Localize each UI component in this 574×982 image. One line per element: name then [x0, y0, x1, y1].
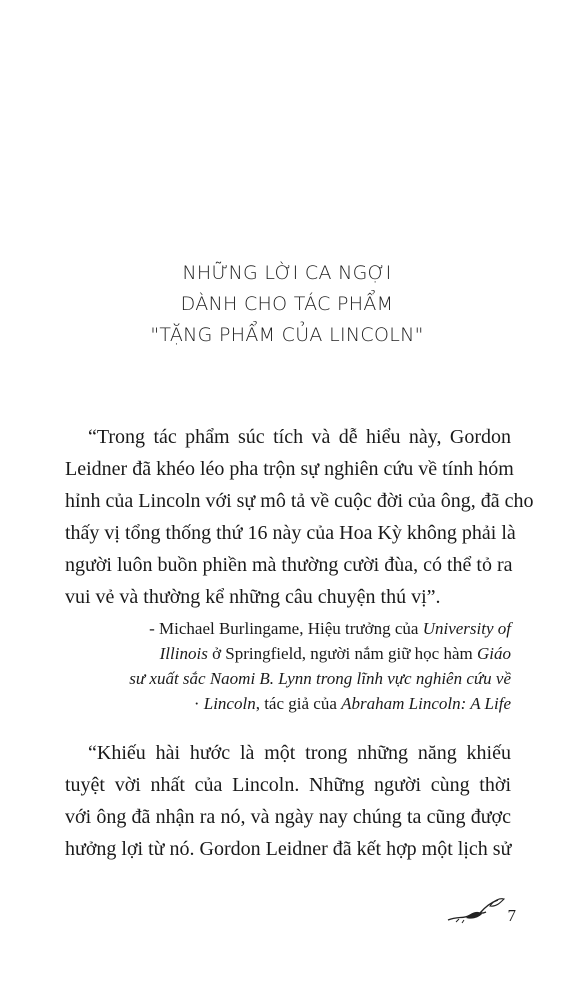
heading-line: NHỮNG LỜI CA NGỢI [182, 262, 392, 284]
quote-line: với ông đã nhận ra nó, và ngày nay chúng ta cũng được [65, 806, 511, 828]
quote-line: Leidner đã khéo léo pha trộn sự nghiên cứu về tính hóm [65, 458, 514, 480]
section-heading [0, 258, 574, 351]
quill-ornament-icon [446, 896, 506, 926]
quote-line: tuyệt vời nhất của Lincoln. Những người cùng thời [65, 774, 511, 796]
heading-line: DÀNH CHO TÁC PHẨM [180, 293, 394, 315]
page-number: 7 [507, 906, 516, 925]
attribution-line: - Michael Burlingame, Hiệu trưởng của University of [149, 619, 511, 638]
quote-line: hỉnh của Lincoln với sự mô tả về cuộc đời của ông, đã cho [65, 490, 534, 512]
attribution-line: · Lincoln, tác giả của Abraham Lincoln: A Life [193, 694, 511, 713]
quote-line: người luôn buồn phiền mà thường cười đùa, có thể tỏ ra [65, 554, 513, 576]
page-footer [446, 896, 517, 926]
heading-line: "TẶNG PHẨM CỦA LINCOLN" [150, 324, 424, 346]
quote-line: “Trong tác phẩm súc tích và dễ hiểu này, Gordon [88, 426, 511, 448]
quote-line: “Khiếu hài hước là một trong những năng khiếu [88, 742, 511, 764]
attribution-line: sư xuất sắc Naomi B. Lynn trong lĩnh vực nghiên cứu về [129, 669, 511, 688]
attribution-line: Illinois ở Springfield, người nắm giữ học hàm Giáo [159, 644, 511, 663]
quote-line: hưởng lợi từ nó. Gordon Leidner đã kết hợp một lịch sử [65, 838, 512, 860]
quote-line: thấy vị tổng thống thứ 16 này của Hoa Kỳ không phải là [65, 522, 516, 544]
quote-line: vui vẻ và thường kể những câu chuyện thú vị”. [65, 586, 441, 608]
